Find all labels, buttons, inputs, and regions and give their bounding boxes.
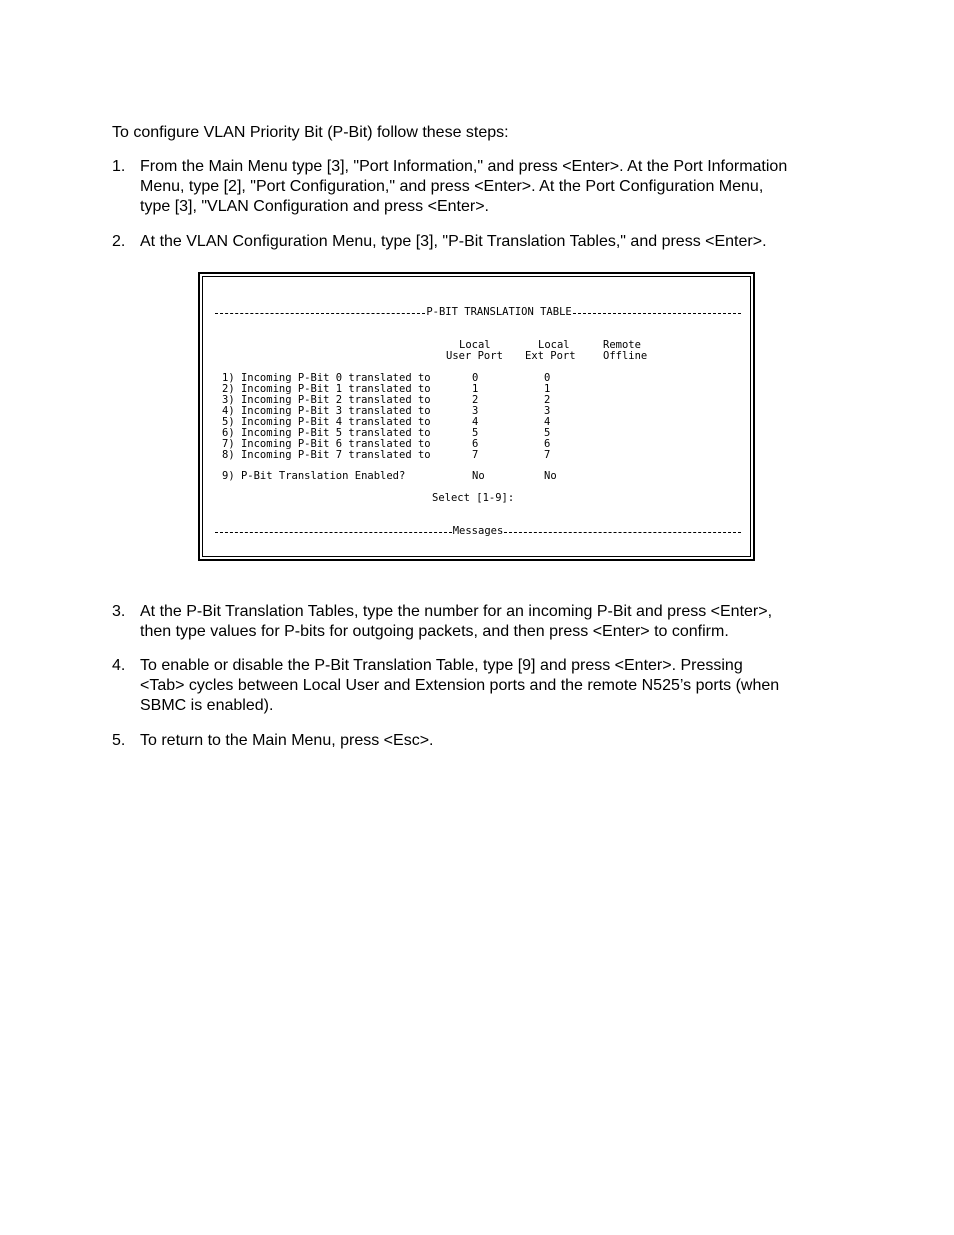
step-number: 2. bbox=[112, 233, 126, 250]
translation-row-ext-value: 2 bbox=[544, 394, 551, 406]
step-text-line: type [3], "VLAN Configuration and press <Enter>. bbox=[140, 198, 489, 215]
terminal-messages-rule bbox=[215, 526, 741, 537]
translation-row-user-value: 4 bbox=[472, 416, 479, 428]
select-prompt: Select [1-9]: bbox=[432, 492, 515, 504]
translation-row-label: 6) Incoming P-Bit 5 translated to bbox=[222, 427, 431, 439]
step-text-line: Menu, type [2], "Port Configuration," and press <Enter>. At the Port Configuration Menu, bbox=[140, 178, 764, 195]
translation-row-label: 7) Incoming P-Bit 6 translated to bbox=[222, 438, 431, 450]
translation-row-user-value: 1 bbox=[472, 383, 479, 395]
translation-row-label: 8) Incoming P-Bit 7 translated to bbox=[222, 449, 431, 461]
column-header-local-user-2: User Port bbox=[446, 350, 503, 362]
translation-row-user-value: 2 bbox=[472, 394, 479, 406]
step-text-line: To enable or disable the P-Bit Translation Table, type [9] and press <Enter>. Pressing bbox=[140, 657, 743, 674]
translation-enabled-user-value: No bbox=[472, 470, 485, 482]
translation-row-ext-value: 5 bbox=[544, 427, 551, 439]
translation-row-ext-value: 1 bbox=[544, 383, 551, 395]
column-header-remote-2: Offline bbox=[603, 350, 648, 362]
step-text-line: At the VLAN Configuration Menu, type [3], "P-Bit Translation Tables," and press <Enter>. bbox=[140, 233, 767, 250]
terminal-header-rule bbox=[215, 307, 741, 318]
column-header-remote-1: Remote bbox=[603, 339, 641, 351]
translation-row-user-value: 5 bbox=[472, 427, 479, 439]
column-header-local-user-1: Local bbox=[459, 339, 491, 351]
terminal-screen bbox=[198, 272, 755, 561]
translation-row-ext-value: 0 bbox=[544, 372, 551, 384]
step-number: 4. bbox=[112, 657, 126, 674]
translation-row-ext-value: 3 bbox=[544, 405, 551, 417]
translation-enabled-ext-value: No bbox=[544, 470, 557, 482]
step-text-line: From the Main Menu type [3], "Port Information," and press <Enter>. At the Port Information bbox=[140, 158, 788, 175]
intro-text: To configure VLAN Priority Bit (P-Bit) follow these steps: bbox=[112, 124, 509, 141]
translation-row-user-value: 3 bbox=[472, 405, 479, 417]
column-header-local-ext-1: Local bbox=[538, 339, 570, 351]
column-header-local-ext-2: Ext Port bbox=[525, 350, 576, 362]
translation-row-ext-value: 6 bbox=[544, 438, 551, 450]
translation-row-label: 5) Incoming P-Bit 4 translated to bbox=[222, 416, 431, 428]
translation-row-user-value: 7 bbox=[472, 449, 479, 461]
translation-row-ext-value: 7 bbox=[544, 449, 551, 461]
terminal-inner-border bbox=[202, 276, 751, 557]
step-text-line: <Tab> cycles between Local User and Extension ports and the remote N525’s ports (when bbox=[140, 677, 780, 694]
step-text-line: SBMC is enabled). bbox=[140, 697, 274, 714]
step-number: 5. bbox=[112, 732, 126, 749]
messages-label: Messages bbox=[452, 525, 504, 537]
terminal-title: P-BIT TRANSLATION TABLE bbox=[426, 306, 572, 318]
translation-row-user-value: 0 bbox=[472, 372, 479, 384]
step-text-line: To return to the Main Menu, press <Esc>. bbox=[140, 732, 434, 749]
step-number: 3. bbox=[112, 603, 126, 620]
translation-enabled-label: 9) P-Bit Translation Enabled? bbox=[222, 470, 406, 482]
translation-row-ext-value: 4 bbox=[544, 416, 551, 428]
translation-row-label: 4) Incoming P-Bit 3 translated to bbox=[222, 405, 431, 417]
translation-row-label: 3) Incoming P-Bit 2 translated to bbox=[222, 394, 431, 406]
translation-row-label: 1) Incoming P-Bit 0 translated to bbox=[222, 372, 431, 384]
step-number: 1. bbox=[112, 158, 126, 175]
step-text-line: At the P-Bit Translation Tables, type the number for an incoming P-Bit and press <Enter>, bbox=[140, 603, 773, 620]
translation-row-label: 2) Incoming P-Bit 1 translated to bbox=[222, 383, 431, 395]
translation-row-user-value: 6 bbox=[472, 438, 479, 450]
step-text-line: then type values for P-bits for outgoing packets, and then press <Enter> to confirm. bbox=[140, 623, 729, 640]
